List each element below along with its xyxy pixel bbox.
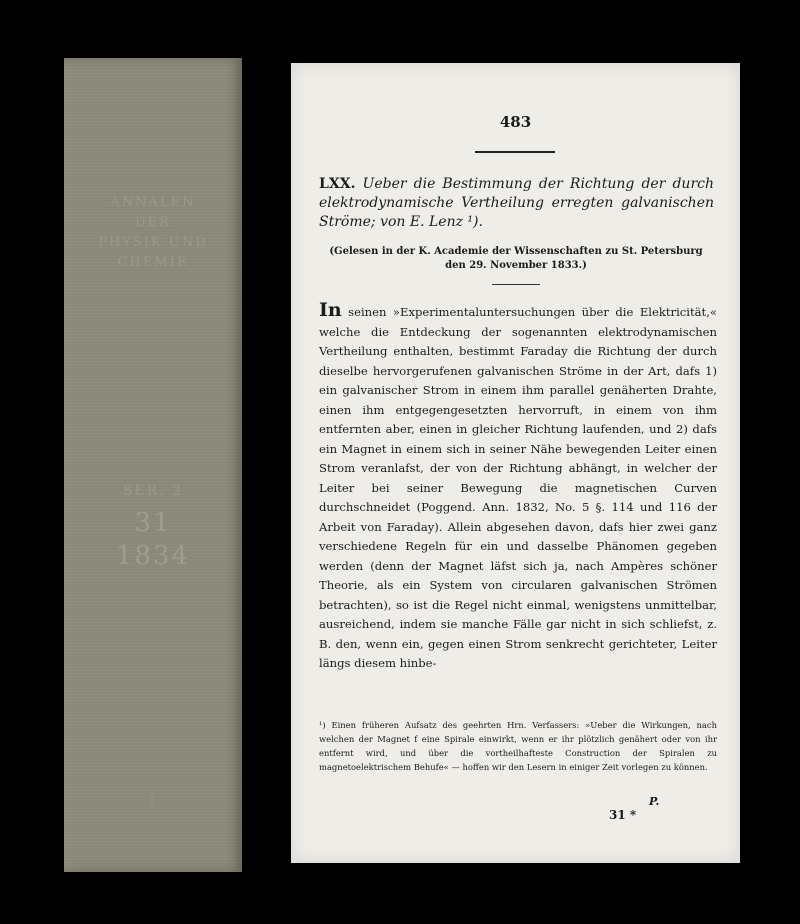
article-number: LXX. xyxy=(319,176,356,192)
article-subtitle: (Gelesen in der K. Academie der Wissenschaften zu St. Petersburg den 29. November 1833.) xyxy=(329,246,703,271)
book-spine xyxy=(64,58,242,872)
header-rule xyxy=(475,151,555,153)
article-title xyxy=(319,175,714,232)
spine-volume: 31 xyxy=(134,508,172,538)
body-paragraph: seinen »Experimentaluntersuchungen über die Elektricität,« welche die Entdeckung der sogenannten elektrodynamischen Vertheilung enthalten, bestimmt Faraday die Richtung der durch dieselbe hervorgerufenen galvanischen Ströme in der Art, dafs 1) ein galvanischer Strom in einem ihm parallel genäherten Drahte, einen ihm entgegengesetzten hervorruft, in einem von ihm entfernten aber, einen in gleicher Richtung laufenden, und 2) dafs ein Magnet in einem sich in seiner Nähe bewegenden Leiter einen Strom veranlafst, der von der Richtung abhängt, in welcher der Leiter bei seiner Bewegung die magnetischen Curven durchschneidet (Poggend. Ann. 1832, No. 5 §. 114 und 116 der Arbeit von Faraday). Allein abgesehen davon, dafs hier zwei ganz verschiedene Regeln für ein und dasselbe Phänomen gegeben werden (denn der Magnet läfst sich ja, nach Ampères schöner Theorie, als ein System von circularen galvanischen Strömen betrachten), so ist die Regel nicht einmal, wenigstens unmittelbar, ausreichend, indem sie manche Fälle gar nicht in sich schliefst, z. B. den, wenn ein, gegen einen Strom senkrecht gerichteter, Leiter längs diesem hinbe- xyxy=(319,305,717,670)
article-title-text: Ueber die Bestimmung der Richtung der durch elektrodynamische Vertheilung erregten galvanischen Ströme; von E. Lenz ¹). xyxy=(319,176,715,230)
footnote: ¹) Einen früheren Aufsatz des geehrten Hrn. Verfassers: »Ueber die Wirkungen, nach welchen der Magnet f eine Spirale einwirkt, wenn er ihr plötzlich genähert oder von ihr entfernt wird, und über die vortheilhafteste Construction der Spiralen zu magnetoelektrischem Behufe« — hoffen wir den Lesern in einiger Zeit vorlegen zu können. xyxy=(319,720,717,772)
book-page xyxy=(291,63,740,863)
section-rule xyxy=(492,284,540,285)
spine-bottom-mark: 1 xyxy=(147,793,159,808)
spine-title-line: CHEMIE xyxy=(117,255,189,270)
spine-series: SER. 2 xyxy=(122,483,184,499)
spine-title-line: ANNALEN xyxy=(110,195,196,210)
footnote-signature: P. xyxy=(649,795,660,808)
spine-title-line: DER xyxy=(135,215,171,230)
page-number: 483 xyxy=(499,113,532,131)
spine-title-line: PHYSIK UND xyxy=(98,235,208,250)
sheet-mark: 31 * xyxy=(609,808,637,822)
spine-title xyxy=(64,193,242,273)
spine-year: 1834 xyxy=(115,541,191,571)
body-text xyxy=(319,299,717,674)
drop-cap: In xyxy=(319,299,342,321)
